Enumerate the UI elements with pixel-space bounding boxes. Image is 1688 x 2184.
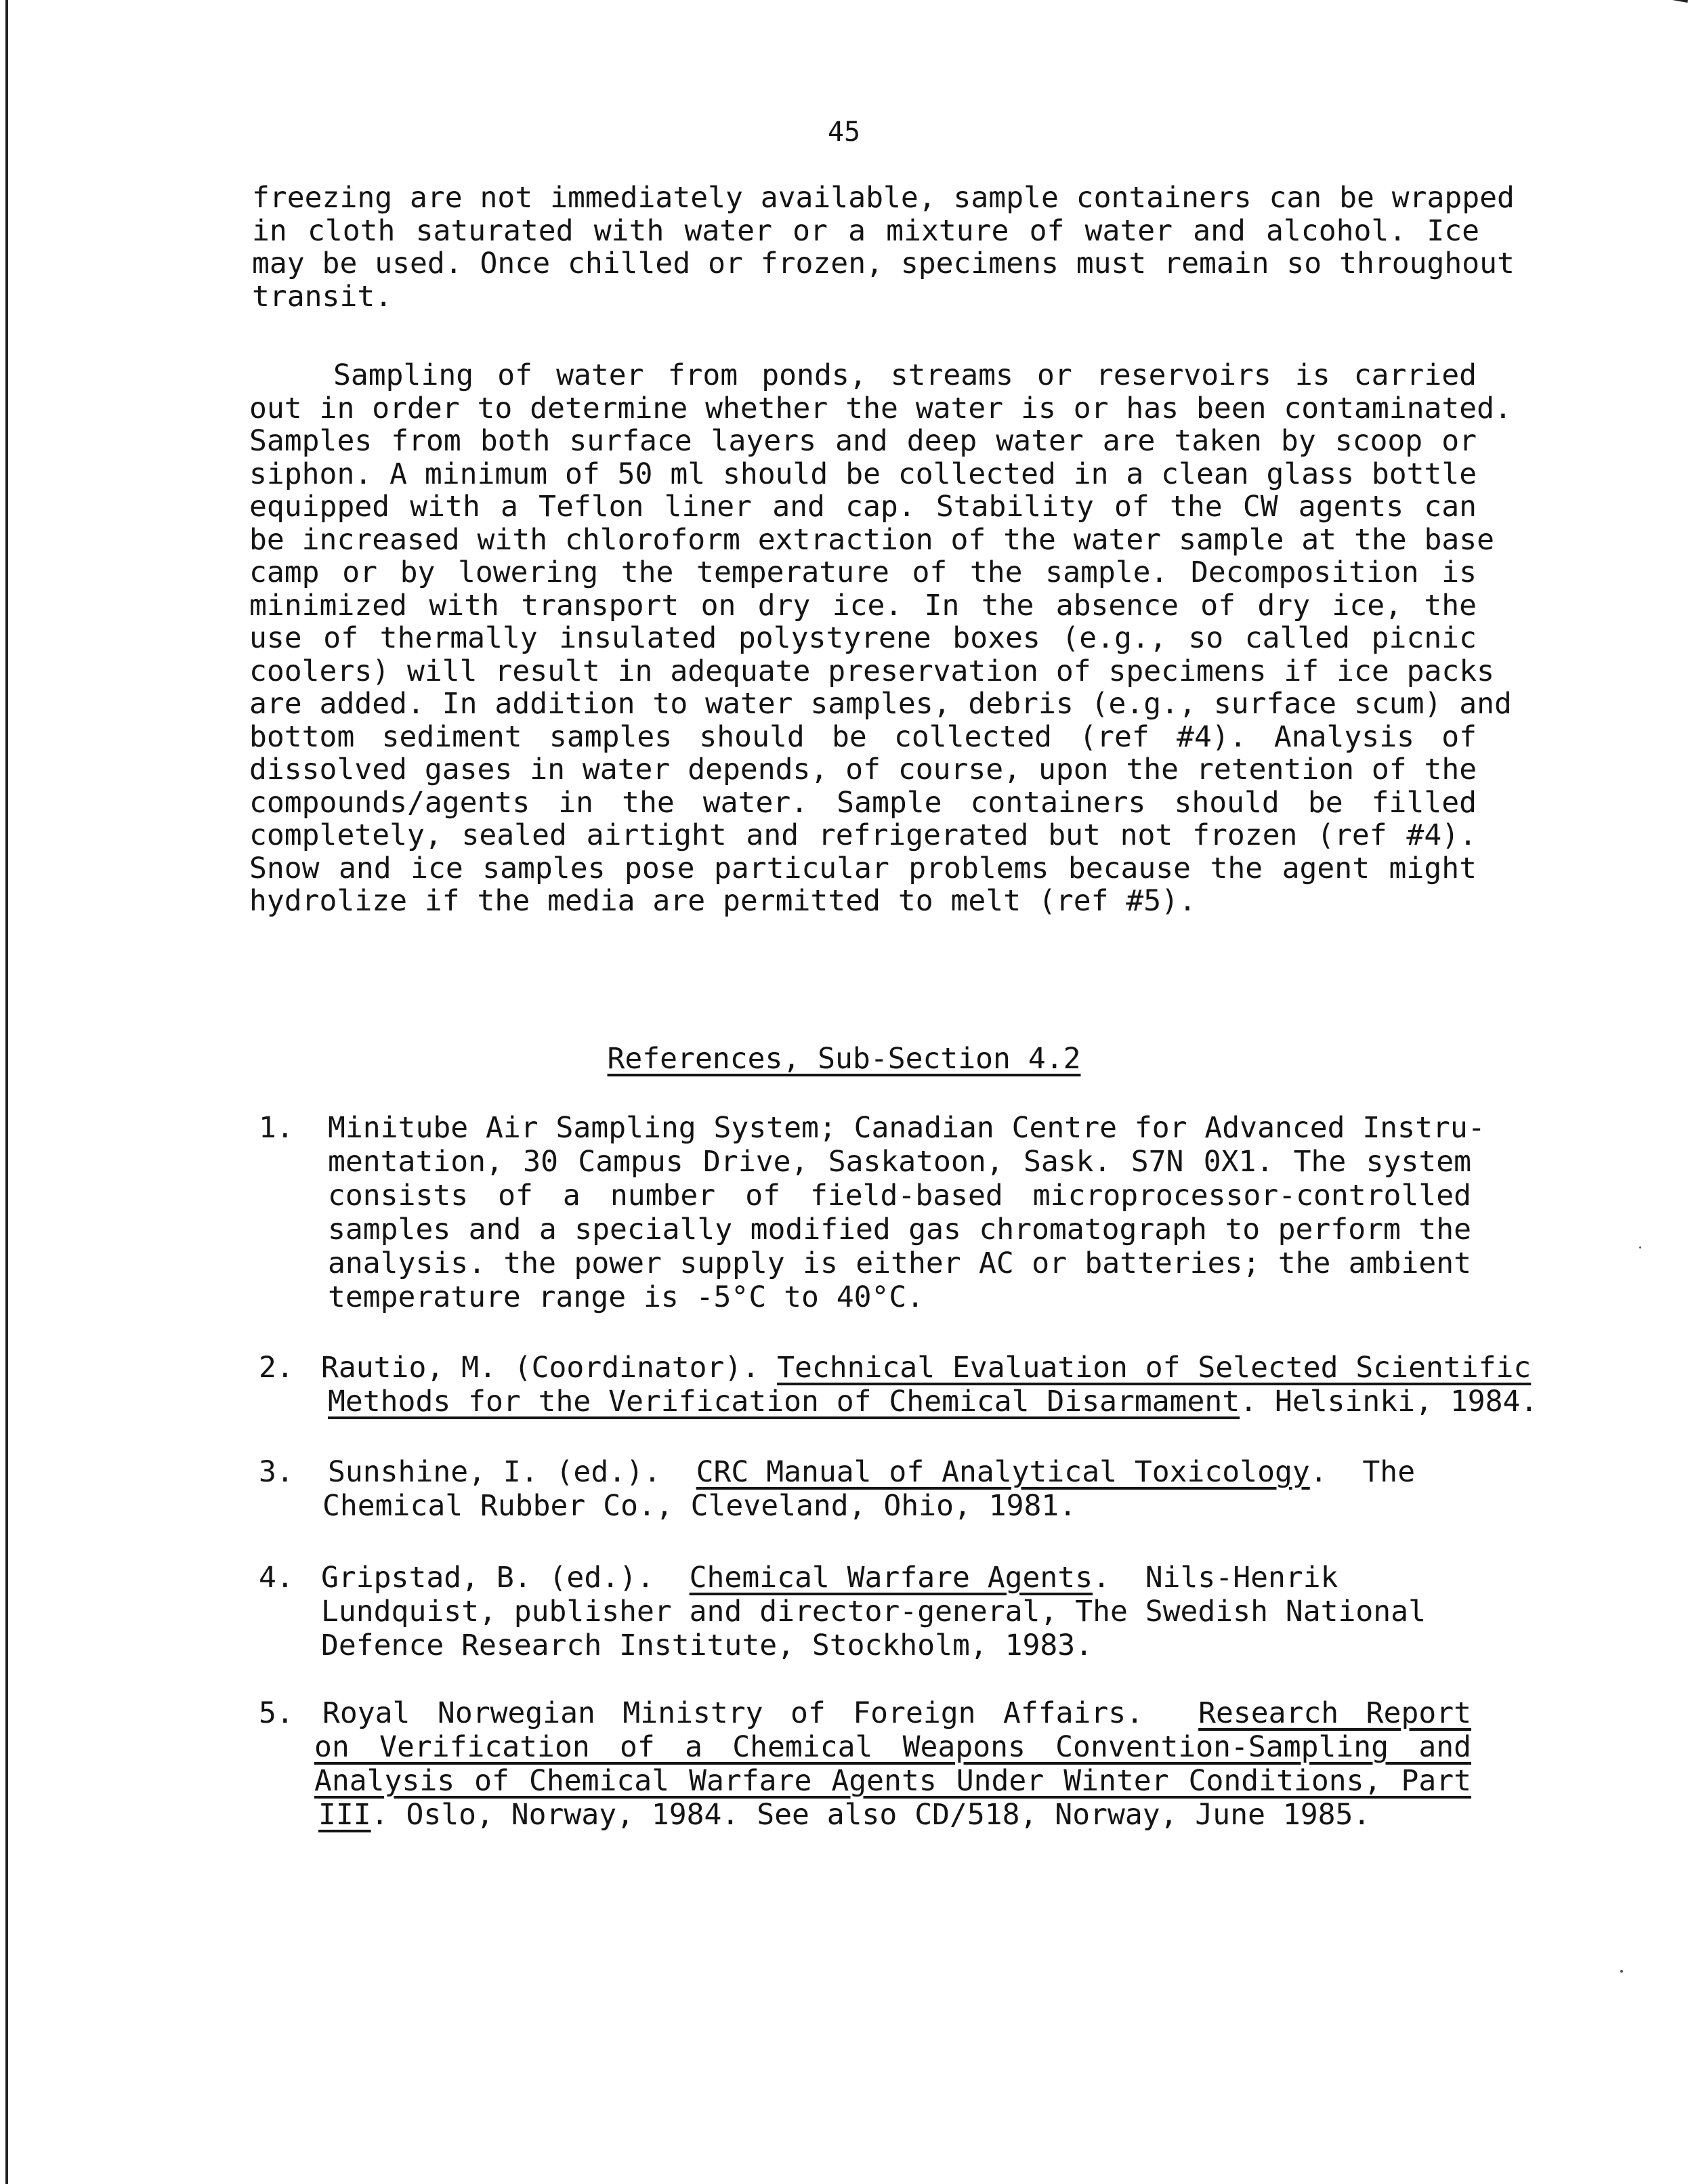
reference-item-3 xyxy=(259,1455,1471,1523)
reference-number: 2. xyxy=(259,1351,294,1385)
reference-author: Gripstad, B. (ed.). xyxy=(321,1561,690,1595)
reference-number: 5. xyxy=(259,1696,294,1730)
text-line: Snow and ice samples pose particular problems because the agent might xyxy=(249,851,1477,885)
text-line: transit. xyxy=(252,279,393,314)
reference-title: Research Report xyxy=(1198,1696,1472,1730)
scan-speck xyxy=(1639,1246,1641,1248)
reference-line: consists of a number of field-based microprocessor-controlled xyxy=(328,1179,1471,1213)
reference-line: analysis. the power supply is either AC or batteries; the ambient xyxy=(328,1246,1471,1280)
reference-title: CRC Manual of Analytical Toxicology xyxy=(696,1455,1310,1489)
page-number: 45 xyxy=(827,117,861,148)
reference-line xyxy=(321,1351,1532,1385)
corner-fold-mark xyxy=(1641,0,1688,3)
reference-publication: . Helsinki, 1984. xyxy=(1240,1385,1538,1419)
scan-speck xyxy=(1620,1970,1623,1973)
reference-author: Rautio, M. (Coordinator). xyxy=(321,1351,778,1385)
reference-line xyxy=(322,1696,1471,1730)
reference-line: Chemical Rubber Co., Cleveland, Ohio, 1981. xyxy=(322,1489,1077,1523)
reference-publisher: . Nils-Henrik xyxy=(1093,1561,1338,1595)
text-line: are added. In addition to water samples, debris (e.g., surface scum) and xyxy=(249,687,1512,721)
reference-title: Chemical Warfare Agents xyxy=(689,1561,1093,1595)
reference-publisher: . The xyxy=(1309,1455,1416,1489)
text-line: Sampling of water from ponds, streams or reservoirs is carried xyxy=(333,358,1477,392)
reference-item-4 xyxy=(259,1561,1471,1662)
reference-line xyxy=(321,1385,1538,1419)
reference-item-2 xyxy=(259,1351,1538,1419)
text-line: siphon. A minimum of 50 ml should be collected in a clean glass bottle xyxy=(249,457,1477,491)
text-line: be increased with chloroform extraction of the water sample at the base xyxy=(249,522,1495,557)
reference-author: Royal Norwegian Ministry of Foreign Affairs. xyxy=(322,1696,1199,1730)
paragraph-continuation xyxy=(252,181,1515,314)
reference-item-1 xyxy=(259,1111,1485,1314)
reference-publication: . Oslo, Norway, 1984. See also CD/518, Norway, June 1985. xyxy=(371,1798,1371,1832)
text-line: may be used. Once chilled or frozen, specimens must remain so throughout xyxy=(252,247,1515,280)
text-line: bottom sediment samples should be collected (ref #4). Analysis of xyxy=(249,719,1477,754)
text-line: completely, sealed airtight and refrigerated but not frozen (ref #4). xyxy=(249,818,1477,852)
text-line: coolers) will result in adequate preservation of specimens if ice packs xyxy=(249,654,1495,688)
text-line: hydrolize if the media are permitted to melt (ref #5). xyxy=(249,884,1196,918)
reference-title: III xyxy=(318,1798,371,1832)
text-line: camp or by lowering the temperature of the sample. Decomposition is xyxy=(249,555,1477,589)
page-edge-line xyxy=(5,0,8,2184)
reference-line xyxy=(318,1798,1471,1832)
reference-line: Lundquist, publisher and director-general, The Swedish National xyxy=(321,1595,1426,1629)
paragraph-water-sampling xyxy=(249,358,1512,918)
reference-item-5 xyxy=(259,1696,1471,1832)
reference-title: on Verification of a Chemical Weapons Convention-Sampling and xyxy=(314,1730,1471,1764)
reference-line: mentation, 30 Campus Drive, Saskatoon, Sask. S7N 0X1. The system xyxy=(328,1145,1471,1179)
reference-line: samples and a specially modified gas chromatograph to perform the xyxy=(328,1213,1471,1246)
text-line: out in order to determine whether the water is or has been contaminated. xyxy=(249,391,1512,425)
reference-line: Defence Research Institute, Stockholm, 1983. xyxy=(321,1629,1093,1662)
text-line: use of thermally insulated polystyrene boxes (e.g., so called picnic xyxy=(249,621,1477,655)
reference-title: Technical Evaluation of Selected Scientific xyxy=(777,1351,1532,1385)
reference-line xyxy=(321,1561,1471,1595)
reference-line xyxy=(314,1764,1471,1798)
text-line: compounds/agents in the water. Sample containers should be filled xyxy=(249,785,1477,820)
text-line: in cloth saturated with water or a mixture of water and alcohol. Ice xyxy=(252,213,1479,248)
text-line: minimized with transport on dry ice. In the absence of dry ice, the xyxy=(249,588,1477,623)
text-line: Samples from both surface layers and deep water are taken by scoop or xyxy=(249,424,1477,458)
references-heading-text: References, Sub-Section 4.2 xyxy=(607,1042,1081,1076)
reference-title: Analysis of Chemical Warfare Agents Under Winter Conditions, Part xyxy=(314,1764,1471,1798)
reference-number: 1. xyxy=(259,1111,294,1145)
reference-line: temperature range is -5°C to 40°C. xyxy=(328,1280,925,1314)
reference-number: 4. xyxy=(259,1561,294,1595)
reference-line xyxy=(328,1455,1471,1489)
reference-author: Sunshine, I. (ed.). xyxy=(328,1455,696,1489)
reference-line: Minitube Air Sampling System; Canadian Centre for Advanced Instru- xyxy=(328,1111,1485,1145)
reference-title: Methods for the Verification of Chemical Disarmament xyxy=(328,1385,1240,1419)
references-heading xyxy=(0,1042,1688,1076)
reference-number: 3. xyxy=(259,1455,294,1489)
text-line: equipped with a Teflon liner and cap. Stability of the CW agents can xyxy=(249,490,1477,524)
text-line: dissolved gases in water depends, of course, upon the retention of the xyxy=(249,753,1477,786)
text-line: freezing are not immediately available, sample containers can be wrapped xyxy=(252,181,1515,215)
reference-line xyxy=(314,1730,1471,1764)
